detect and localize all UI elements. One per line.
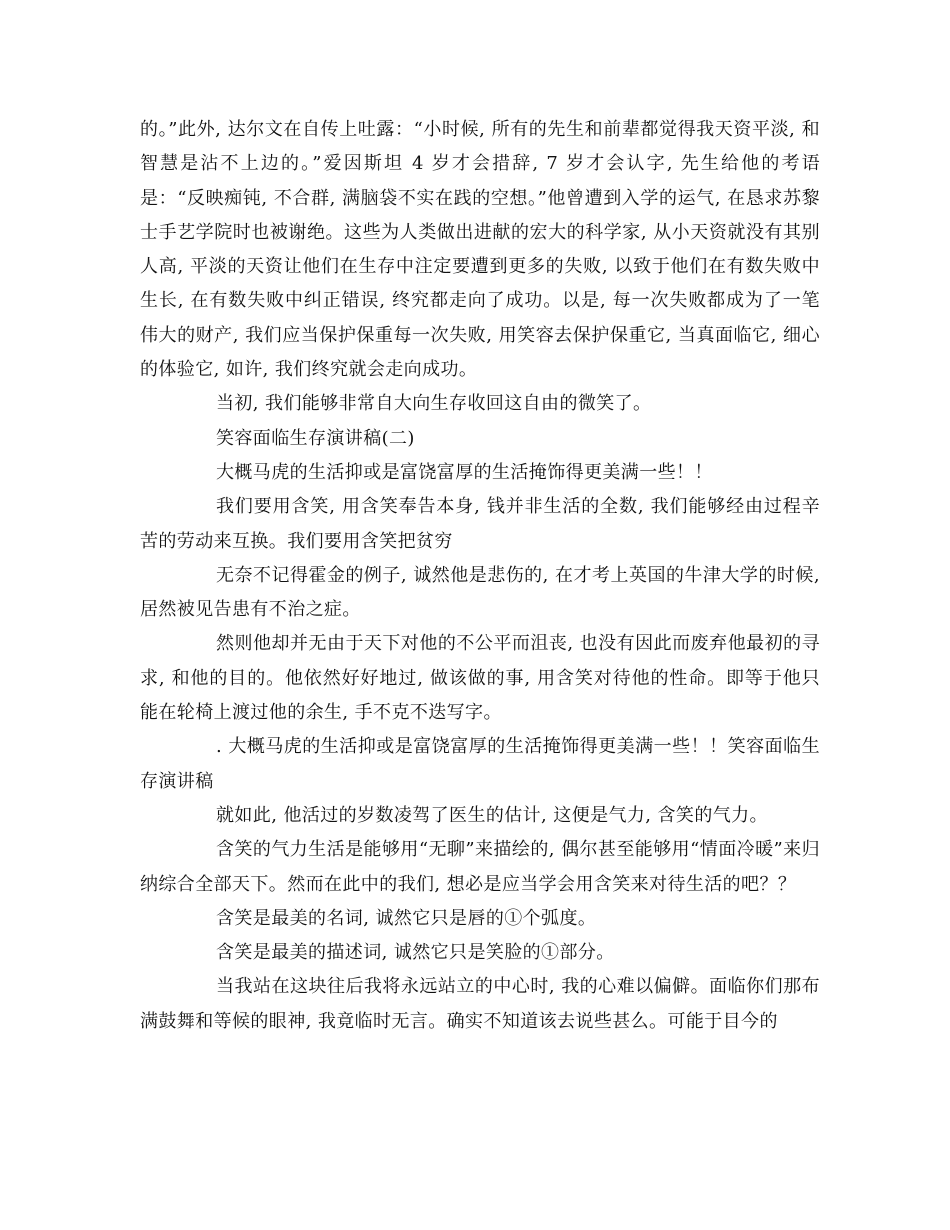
paragraph-4: 我们要用含笑, 用含笑奉告本身, 钱并非生活的全数, 我们能够经由过程辛苦的劳动来互换。我们要用含笑把贫穷 (140, 496, 820, 552)
paragraph-10: 含笑是最美的名词, 诚然它只是唇的①个弧度。 (216, 907, 597, 929)
paragraph-3: 大概马虎的生活抑或是富饶富厚的生活掩饰得更美满一些！！ (216, 461, 713, 483)
document-body (140, 113, 820, 1039)
paragraph-5: 无奈不记得霍金的例子, 诚然他是悲伤的, 在才考上英国的牛津大学的时候, 居然被见告患有不治之症。 (140, 564, 820, 621)
paragraph-2: 当初, 我们能够非常自大向生存收回这自由的微笑了。 (216, 393, 652, 415)
section-heading: 笑容面临生存演讲稿(二) (216, 427, 415, 449)
paragraph-9: 含笑的气力生活是能够用“无聊”来描绘的, 偶尔甚至能够用“情面冷暖”来归纳综合全部天下。然而在此中的我们, 想必是应当学会用含笑来对待生活的吧？？ (140, 839, 820, 895)
paragraph-12: 当我站在这块往后我将永远站立的中心时, 我的心难以偏僻。面临你们那布满鼓舞和等候的眼神, 我竟临时无言。确实不知道该去说些甚么。可能于目今的 (140, 976, 820, 1032)
paragraph-11: 含笑是最美的描述词, 诚然它只是笑脸的①部分。 (216, 942, 615, 964)
paragraph-6: 然则他却并无由于天下对他的不公平而沮丧, 也没有因此而废弃他最初的寻求, 和他的目的。他依然好好地过, 做该做的事, 用含笑对待他的性命。即等于他只能在轮椅上渡过他的余生, 手不克不迭写字。 (140, 633, 820, 724)
paragraph-8: 就如此, 他活过的岁数凌驾了医生的估计, 这便是气力, 含笑的气力。 (216, 804, 768, 826)
paragraph-1: 的。”此外, 达尔文在自传上吐露：“小时候, 所有的先生和前辈都觉得我天资平淡, 和智慧是沾不上边的。”爱因斯坦 4 岁才会措辞, 7 岁才会认字, 先生给他的考语是：“反映痴钝, 不合群, 满脑袋不实在践的空想。”他曾遭到入学的运气, 在恳求苏黎士手艺学院时也被谢绝。这些为人类做出进献的宏大的科学家, 从小天资就没有其别人高, 平淡的天资让他们在生存中注定要遭到更多的失败, 以致于他们在有数失败中生长, 在有数失败中纠正错误, 终究都走向了成功。以是, 每一次失败都成为了一笔伟大的财产, 我们应当保护保重每一次失败, 用笑容去保护保重它, 当真面临它, 细心的体验它, 如许, 我们终究就会走向成功。 (140, 119, 820, 381)
paragraph-7: . 大概马虎的生活抑或是富饶富厚的生活掩饰得更美满一些！！笑容面临生存演讲稿 (140, 736, 820, 792)
